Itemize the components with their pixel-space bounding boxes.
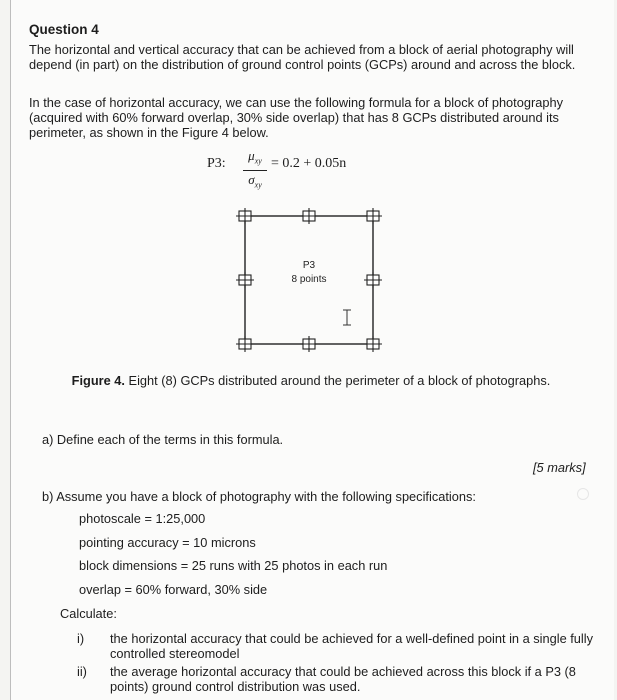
gcp-marker [364, 336, 382, 352]
part-b-question: b) Assume you have a block of photography with the following specifications: [42, 489, 476, 504]
intro-paragraph: The horizontal and vertical accuracy that can be achieved from a block of aerial photography will depend (in part) on the distribution of ground control points (GCPs) around and across the block. [29, 42, 576, 72]
faint-circle-mark [577, 488, 589, 500]
formula-fraction [243, 148, 267, 192]
figure-center-label: P3 [302, 260, 316, 271]
spec-pointing-accuracy: pointing accuracy = 10 microns [79, 535, 256, 550]
fraction-bar [243, 170, 267, 171]
part-a-question: a) Define each of the terms in this formula. [42, 432, 284, 447]
item-number: i) [77, 631, 85, 646]
text-cursor-icon [343, 310, 351, 325]
gcp-figure [233, 204, 383, 354]
spec-overlap: overlap = 60% forward, 30% side [79, 582, 268, 597]
gcp-marker [236, 336, 254, 352]
formula-numerator: $\mu_{xy}$ [248, 148, 262, 166]
item-text: the horizontal accuracy that could be achieved for a well-defined point in a single fully controlled stereomodel [110, 631, 594, 661]
formula-rhs: = 0.2 + 0.05n [271, 156, 347, 171]
formula-label: P3: [207, 156, 226, 171]
gcp-marker [364, 272, 382, 288]
formula-denominator: $\sigma_{xy}$ [248, 171, 262, 190]
gcp-marker [300, 336, 318, 352]
calculate-label: Calculate: [60, 606, 117, 621]
formula-context-paragraph: In the case of horizontal accuracy, we can use the following formula for a block of photography (acquired with 60% forward overlap, 30% side overlap) that has 8 GCPs distributed around its perimeter, as shown in the Figure 4 below. [29, 95, 563, 140]
gcp-marker [300, 208, 318, 224]
question-title: Question 4 [29, 22, 99, 37]
gcp-marker [364, 208, 382, 224]
item-number: ii) [77, 664, 87, 679]
gcp-marker [236, 272, 254, 288]
item-text: the average horizontal accuracy that could be achieved across this block if a P3 (8 points) ground control distribution was used. [110, 664, 576, 694]
part-a-marks: [5 marks] [533, 460, 586, 475]
spec-block-dimensions: block dimensions = 25 runs with 25 photos in each run [79, 558, 388, 573]
figure-caption [51, 373, 571, 388]
document-sheet [10, 0, 614, 700]
gcp-marker [236, 208, 254, 224]
caption-label: Figure 4. [71, 373, 125, 388]
caption-text: Eight (8) GCPs distributed around the perimeter of a block of photographs. [128, 373, 551, 388]
figure-center-sublabel: 8 points [291, 274, 327, 285]
spec-photoscale: photoscale = 1:25,000 [79, 511, 206, 526]
